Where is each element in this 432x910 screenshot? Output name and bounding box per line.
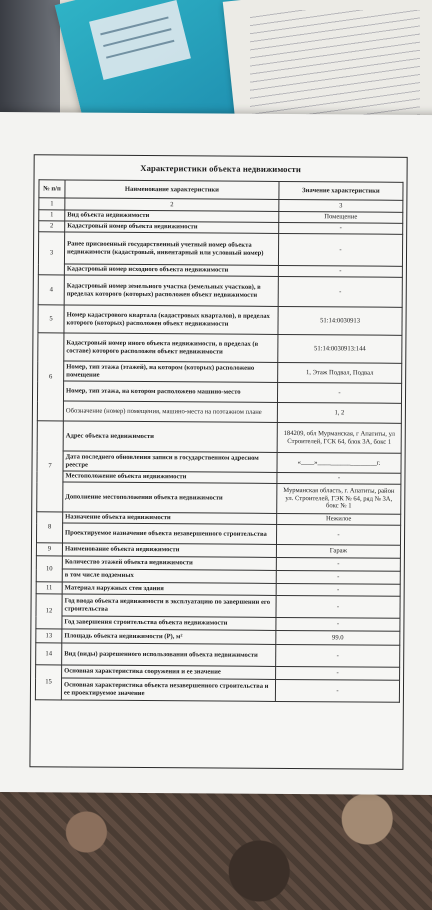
row-num: 9 <box>36 543 62 556</box>
row-value: - <box>279 222 403 234</box>
row-value: - <box>275 679 399 702</box>
row-name: Местоположение объекта недвижимости <box>63 471 277 483</box>
header-value: Значение характеристики <box>279 181 403 200</box>
row-name: Дополнение местоположения объекта недвижимости <box>63 482 277 513</box>
row-value: 99.0 <box>276 630 400 645</box>
table-row <box>37 482 401 515</box>
row-value: - <box>276 644 400 667</box>
document-sheet <box>0 112 432 795</box>
table-row <box>37 421 401 454</box>
row-value: - <box>276 570 400 584</box>
row-num: 3 <box>38 232 64 275</box>
row-value: Нежилое <box>277 513 401 525</box>
row-name: Материал наружных стен здания <box>62 582 276 595</box>
row-name: Проектируемое назначение объекта незавершенного строительства <box>62 523 276 544</box>
row-num: 8 <box>36 512 62 543</box>
row-name: Основная характеристика объекта незавершенного строительства и ее проектируемое значение <box>61 678 275 701</box>
row-name: Кадастровый номер объекта недвижимости <box>65 221 279 233</box>
table-row <box>38 305 402 336</box>
row-value: 51:14:0030913:144 <box>278 334 402 363</box>
row-name: в том числе подземных <box>62 569 276 583</box>
row-name: Год завершения строительства объекта недвижимости <box>62 616 276 630</box>
row-num: 1 <box>39 210 65 221</box>
row-value: «____»__________________г. <box>277 452 401 473</box>
row-name: Обозначение (номер) помещения, машино-места на поэтажном плане <box>63 401 277 422</box>
table-row <box>36 594 400 619</box>
table-row <box>37 451 401 474</box>
row-name: Номер, тип этажа (этажей), на котором (которых) расположено помещение <box>64 361 278 382</box>
row-value: 184209, обл Мурманская, г Апатиты, ул Строителей, ГСК 64, блок 3А, бокс 1 <box>277 422 401 453</box>
row-num: 5 <box>38 305 64 333</box>
row-value: - <box>276 617 400 631</box>
row-num: 11 <box>36 582 62 594</box>
row-num: 7 <box>37 421 64 512</box>
table-row <box>37 401 401 424</box>
table-row <box>36 643 400 668</box>
row-name: Основная характеристика сооружения и ее значение <box>62 665 276 679</box>
row-num: 4 <box>38 275 64 305</box>
row-value: Помещение <box>279 211 403 223</box>
row-name: Вид объекта недвижимости <box>65 210 279 222</box>
row-name: Площадь объекта недвижимости (Р), м² <box>62 629 276 644</box>
background-handwriting <box>250 10 420 120</box>
row-value: Гараж <box>276 544 400 558</box>
row-num: 15 <box>35 665 61 700</box>
index-name: 2 <box>65 198 279 211</box>
row-value: - <box>276 583 400 596</box>
row-name: Дата последнего обновления записи в государственном адресном реестре <box>63 451 277 472</box>
document-title: Характеристики объекта недвижимости <box>140 162 301 175</box>
row-value: - <box>278 265 402 277</box>
row-value: - <box>277 382 401 403</box>
characteristics-table <box>35 179 404 703</box>
row-name: Номер, тип этажа, на котором расположено машино-место <box>63 381 277 402</box>
table-row <box>38 232 402 267</box>
background-carpet <box>0 780 432 910</box>
table-row <box>38 333 402 364</box>
index-num: 1 <box>39 198 65 210</box>
row-name: Ранее присвоенный государственный учетный номер объекта недвижимости (кадастровый, инвентарный или условный номер) <box>64 232 278 265</box>
row-value: - <box>278 276 402 307</box>
row-value: - <box>277 472 401 484</box>
row-value: - <box>278 233 402 266</box>
row-num: 10 <box>36 556 62 582</box>
row-name: Кадастровый номер иного объекта недвижимости, в пределах (в составе) которого расположен объект недвижимости <box>64 333 278 362</box>
row-num: 12 <box>36 594 62 629</box>
table-row <box>38 275 402 308</box>
row-value: 51:14:0030913 <box>278 306 402 335</box>
row-num: 13 <box>36 629 62 643</box>
row-num: 6 <box>37 333 64 421</box>
row-value: - <box>276 557 400 571</box>
row-value: 1, Этаж Подвал, Подвал <box>278 362 402 383</box>
document-frame <box>29 154 407 770</box>
table-row <box>35 678 399 703</box>
row-num: 14 <box>36 643 62 665</box>
row-name: Год ввода объекта недвижимости в эксплуатацию по завершении его строительства <box>62 594 276 617</box>
row-name: Количество этажей объекта недвижимости <box>62 556 276 570</box>
row-name: Номер кадастрового квартала (кадастровых кварталов), в пределах которого (которых) расположен объект недвижимости <box>64 305 278 334</box>
row-name: Кадастровый номер исходного объекта недвижимости <box>64 264 278 276</box>
row-num: 2 <box>39 221 65 232</box>
table-row <box>38 361 402 384</box>
header-name: Наименование характеристики <box>65 180 279 199</box>
row-name: Наименование объекта недвижимости <box>62 543 276 557</box>
row-value: 1, 2 <box>277 402 401 423</box>
index-value: 3 <box>279 199 403 212</box>
row-name: Кадастровый номер земельного участка (земельных участков), в пределах которого (которых) расположен объект недвижимости <box>64 275 278 306</box>
row-value: Мурманская область, г. Апатиты, район ул. Строителей, ГЭК № 64, ряд № 3А, бокс № 1 <box>277 483 401 514</box>
row-name: Вид (виды) разрешенного использования объекта недвижимости <box>62 643 276 666</box>
row-value: - <box>276 595 400 618</box>
row-name: Адрес объекта недвижимости <box>63 421 277 452</box>
header-num: № п/п <box>39 180 65 198</box>
row-name: Назначение объекта недвижимости <box>63 512 277 524</box>
table-row <box>37 381 401 404</box>
row-value: - <box>276 666 400 680</box>
row-value: - <box>276 524 400 545</box>
table-row <box>36 523 400 546</box>
